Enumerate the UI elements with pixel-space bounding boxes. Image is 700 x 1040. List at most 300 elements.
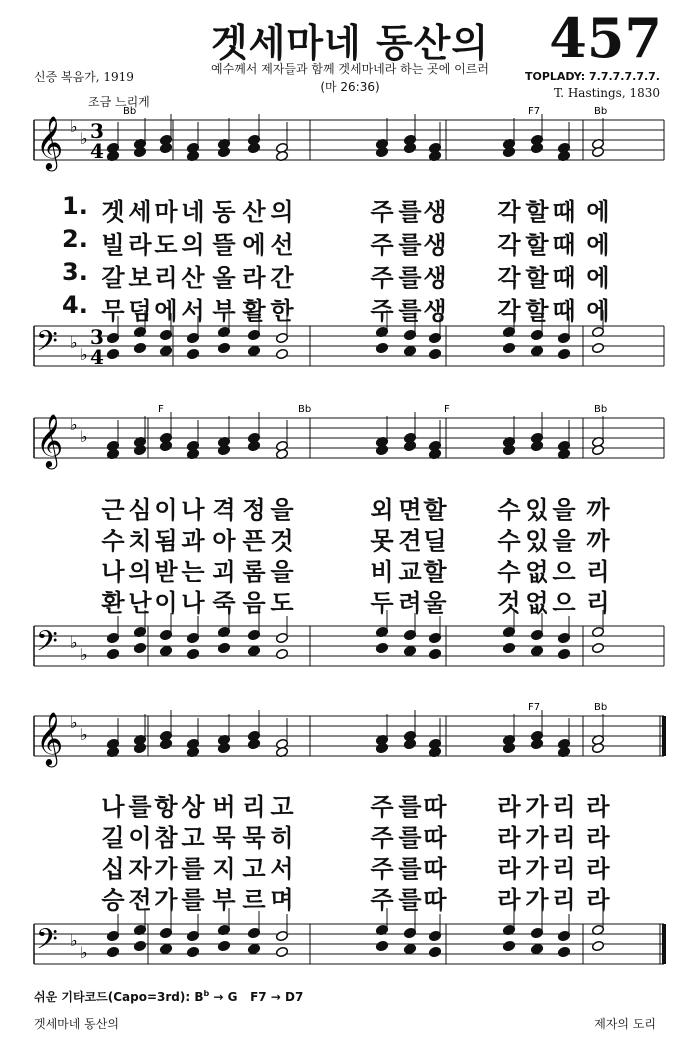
alto-note <box>133 146 146 157</box>
lyric-syllable: 딜 <box>423 527 447 555</box>
bass-note <box>186 946 199 957</box>
time-signature-top: 3 <box>90 325 104 349</box>
lyric-syllable: 를 <box>181 886 205 914</box>
lyric-syllable: 까 <box>586 527 610 555</box>
lyric-syllable: 롬 <box>242 558 266 586</box>
lyric-syllable: 라 <box>586 824 610 852</box>
flat-icon: ♭ <box>70 117 78 136</box>
treble-staff <box>34 114 664 171</box>
bass-note <box>557 348 570 359</box>
lyric-syllable: 에 <box>586 264 610 292</box>
lyric-syllable: 나 <box>181 496 205 524</box>
lyric-syllable: 리 <box>154 264 178 292</box>
lyric-syllable: 을 <box>552 496 576 524</box>
bass-note <box>106 348 119 359</box>
lyric-syllable: 선 <box>270 231 294 259</box>
lyric-syllable: 수 <box>101 527 125 555</box>
alto-note <box>217 742 230 753</box>
lyric-syllable: 서 <box>270 855 294 883</box>
bass-note <box>591 642 604 653</box>
alto-note <box>217 146 230 157</box>
lyric-syllable: 따 <box>423 793 447 821</box>
alto-note <box>133 444 146 455</box>
flat-sign: b <box>203 989 210 998</box>
flat-icon: ♭ <box>80 427 88 446</box>
chord-symbol: Bb <box>594 404 608 415</box>
lyric-syllable: 있 <box>525 496 549 524</box>
bass-note <box>557 648 570 659</box>
lyric-syllable: 음 <box>242 589 266 617</box>
bass-note <box>403 345 416 356</box>
lyric-syllable: 한 <box>270 297 294 325</box>
alto-note <box>159 142 172 153</box>
bass-note <box>159 645 172 656</box>
alto-note <box>530 440 543 451</box>
bass-note <box>217 342 230 353</box>
lyric-syllable: 보 <box>128 264 152 292</box>
bass-note <box>133 940 146 951</box>
time-signature-bottom: 4 <box>90 139 104 163</box>
flat-icon: ♭ <box>70 333 78 352</box>
lyric-syllable: 난 <box>128 589 152 617</box>
alto-note <box>247 142 260 153</box>
lyric-syllable: 을 <box>552 527 576 555</box>
flat-icon: ♭ <box>80 943 88 962</box>
flat-icon: ♭ <box>70 931 78 950</box>
lyric-syllable: 리 <box>586 558 610 586</box>
lyric-syllable: 버 <box>212 793 236 821</box>
alto-note <box>247 738 260 749</box>
lyric-syllable: 과 <box>181 527 205 555</box>
lyric-syllable: 리 <box>586 589 610 617</box>
lyric-syllable: 때 <box>552 297 576 325</box>
bass-note <box>375 642 388 653</box>
lyric-syllable: 나 <box>181 589 205 617</box>
lyric-syllable: 각 <box>497 198 521 226</box>
lyric-syllable: 라 <box>497 824 521 852</box>
flat-icon: ♭ <box>70 713 78 732</box>
lyric-syllable: 생 <box>423 198 447 226</box>
treble-clef-icon: 𝄞 <box>36 115 64 169</box>
lyric-syllable: 됨 <box>154 527 178 555</box>
lyric-syllable: 주 <box>370 297 394 325</box>
lyric-syllable: 네 <box>181 198 205 226</box>
lyric-syllable: 라 <box>586 855 610 883</box>
chord-symbol: F7 <box>528 702 541 713</box>
lyric-syllable: 수 <box>497 558 521 586</box>
lyric-syllable: 할 <box>525 198 549 226</box>
bass-note <box>106 648 119 659</box>
lyric-syllable: 에 <box>242 231 266 259</box>
verse-number: 4. <box>62 291 88 319</box>
lyric-syllable: 때 <box>552 264 576 292</box>
bass-clef-icon: 𝄢 <box>36 923 58 963</box>
lyric-syllable: 을 <box>270 496 294 524</box>
lyric-syllable: 각 <box>497 231 521 259</box>
bass-note <box>217 642 230 653</box>
alto-note <box>502 444 515 455</box>
lyric-syllable: 때 <box>552 231 576 259</box>
lyric-syllable: 리 <box>242 793 266 821</box>
lyric-syllable: 빌 <box>101 231 125 259</box>
alto-note <box>403 440 416 451</box>
lyric-syllable: 못 <box>370 527 394 555</box>
bass-note <box>530 943 543 954</box>
hymn-subtitle: 예수께서 제자들과 함께 겟세마네라 하는 곳에 이르러 <box>211 62 489 76</box>
lyric-syllable: 것 <box>270 527 294 555</box>
lyric-syllable: 라 <box>497 886 521 914</box>
bass-note <box>428 946 441 957</box>
guitar-map1-to: → G <box>213 990 238 1004</box>
lyric-syllable: 리 <box>552 855 576 883</box>
lyric-syllable: 주 <box>370 231 394 259</box>
lyric-syllable: 괴 <box>212 558 236 586</box>
time-signature-top: 3 <box>90 119 104 143</box>
lyric-syllable: 견 <box>398 527 422 555</box>
lyric-syllable: 비 <box>370 558 394 586</box>
bass-note <box>133 642 146 653</box>
bass-note <box>159 943 172 954</box>
lyric-syllable: 갈 <box>101 264 125 292</box>
lyric-syllable: 도 <box>154 231 178 259</box>
guitar-label: 쉬운 기타코드(Capo=3rd): <box>34 990 191 1004</box>
lyric-syllable: 있 <box>525 527 549 555</box>
lyric-line <box>0 258 700 292</box>
footer-title: 겟세마네 동산의 <box>34 1017 119 1031</box>
bass-note <box>275 946 288 957</box>
lyric-syllable: 할 <box>525 297 549 325</box>
lyric-syllable: 부 <box>212 297 236 325</box>
time-signature-bottom: 4 <box>90 345 104 369</box>
lyric-syllable: 의 <box>270 198 294 226</box>
lyric-syllable: 지 <box>212 855 236 883</box>
lyric-syllable: 심 <box>128 496 152 524</box>
lyric-syllable: 없 <box>525 558 549 586</box>
bass-note <box>275 648 288 659</box>
lyric-syllable: 의 <box>128 558 152 586</box>
lyric-syllable: 정 <box>242 496 266 524</box>
lyric-syllable: 받 <box>154 558 178 586</box>
lyric-syllable: 산 <box>181 264 205 292</box>
lyric-syllable: 주 <box>370 264 394 292</box>
flat-icon: ♭ <box>70 415 78 434</box>
lyric-syllable: 할 <box>525 264 549 292</box>
alto-note <box>403 738 416 749</box>
lyric-syllable: 려 <box>398 589 422 617</box>
alto-note <box>217 444 230 455</box>
lyric-syllable: 가 <box>154 886 178 914</box>
lyric-syllable: 이 <box>154 589 178 617</box>
lyric-syllable: 나 <box>101 793 125 821</box>
lyric-line <box>0 192 700 226</box>
chord-symbol: Bb <box>594 106 608 117</box>
guitar-map2: F7 → D7 <box>250 990 304 1004</box>
bass-note <box>591 940 604 951</box>
verse-number: 1. <box>62 192 88 220</box>
lyric-syllable: 겟 <box>101 198 125 226</box>
lyric-syllable: 고 <box>270 793 294 821</box>
lyric-syllable: 가 <box>525 886 549 914</box>
alto-note <box>375 444 388 455</box>
lyric-syllable: 까 <box>586 496 610 524</box>
lyric-syllable: 를 <box>128 793 152 821</box>
lyric-syllable: 를 <box>398 855 422 883</box>
lyric-syllable: 를 <box>398 198 422 226</box>
lyric-line <box>0 521 700 555</box>
bass-note <box>247 645 260 656</box>
bass-staff <box>34 908 664 964</box>
lyric-syllable: 를 <box>181 855 205 883</box>
treble-clef-icon: 𝄞 <box>36 711 64 765</box>
lyric-syllable: 픈 <box>242 527 266 555</box>
lyric-syllable: 올 <box>212 264 236 292</box>
lyric-line <box>0 291 700 325</box>
bass-note <box>247 345 260 356</box>
lyric-syllable: 간 <box>270 264 294 292</box>
bass-note <box>186 648 199 659</box>
chord-symbol: Bb <box>298 404 312 415</box>
lyric-syllable: 뜰 <box>212 231 236 259</box>
lyric-syllable: 서 <box>181 297 205 325</box>
lyric-syllable: 따 <box>423 855 447 883</box>
bass-note <box>133 342 146 353</box>
lyric-syllable: 리 <box>552 793 576 821</box>
lyric-syllable: 를 <box>398 824 422 852</box>
lyric-syllable: 외 <box>370 496 394 524</box>
chord-symbol: F7 <box>528 106 541 117</box>
lyric-syllable: 르 <box>242 886 266 914</box>
bass-staff <box>34 610 664 666</box>
alto-note <box>133 742 146 753</box>
bass-note <box>106 946 119 957</box>
lyric-syllable: 생 <box>423 297 447 325</box>
lyric-line <box>0 225 700 259</box>
lyric-syllable: 치 <box>128 527 152 555</box>
lyric-syllable: 무 <box>101 297 125 325</box>
lyric-syllable: 근 <box>101 496 125 524</box>
lyric-line <box>0 583 700 617</box>
lyric-syllable: 라 <box>586 793 610 821</box>
alto-note <box>375 742 388 753</box>
lyric-syllable: 가 <box>525 824 549 852</box>
lyric-syllable: 주 <box>370 855 394 883</box>
lyric-syllable: 자 <box>128 855 152 883</box>
lyric-syllable: 따 <box>423 824 447 852</box>
bass-note <box>247 943 260 954</box>
alto-note <box>403 142 416 153</box>
bass-note <box>530 645 543 656</box>
alto-note <box>530 738 543 749</box>
guitar-chord-note <box>34 988 303 1005</box>
lyric-line <box>0 552 700 586</box>
lyric-syllable: 할 <box>525 231 549 259</box>
chord-symbol: Bb <box>123 106 137 117</box>
alto-note <box>159 440 172 451</box>
lyric-syllable: 십 <box>101 855 125 883</box>
lyric-line <box>0 880 700 914</box>
lyric-line <box>0 849 700 883</box>
bass-note <box>530 345 543 356</box>
lyric-syllable: 주 <box>370 886 394 914</box>
tune-meter: TOPLADY: 7.7.7.7.7.7. <box>524 70 660 83</box>
lyric-syllable: 라 <box>497 793 521 821</box>
lyric-syllable: 라 <box>128 231 152 259</box>
lyric-syllable: 를 <box>398 264 422 292</box>
lyric-syllable: 으 <box>552 558 576 586</box>
lyric-syllable: 이 <box>154 496 178 524</box>
lyric-syllable: 리 <box>552 824 576 852</box>
lyric-syllable: 교 <box>398 558 422 586</box>
lyric-syllable: 수 <box>497 527 521 555</box>
lyric-syllable: 에 <box>154 297 178 325</box>
lyric-syllable: 는 <box>181 558 205 586</box>
lyric-syllable: 주 <box>370 198 394 226</box>
bass-note <box>428 348 441 359</box>
lyric-syllable: 것 <box>497 589 521 617</box>
bass-note <box>502 342 515 353</box>
hymn-source: 신증 복음가, 1919 <box>34 70 134 84</box>
lyric-syllable: 수 <box>497 496 521 524</box>
alto-note <box>591 742 604 753</box>
lyric-syllable: 덤 <box>128 297 152 325</box>
treble-staff <box>34 710 664 767</box>
bass-note <box>186 348 199 359</box>
alto-note <box>159 738 172 749</box>
lyric-syllable: 상 <box>181 793 205 821</box>
chord-symbol: F <box>444 404 450 415</box>
lyric-syllable: 두 <box>370 589 394 617</box>
bass-note <box>159 345 172 356</box>
lyric-syllable: 리 <box>552 886 576 914</box>
lyric-syllable: 생 <box>423 264 447 292</box>
lyric-syllable: 도 <box>270 589 294 617</box>
alto-note <box>375 146 388 157</box>
lyric-syllable: 라 <box>586 886 610 914</box>
lyric-syllable: 히 <box>270 824 294 852</box>
lyric-syllable: 면 <box>398 496 422 524</box>
lyric-line <box>0 787 700 821</box>
lyric-syllable: 때 <box>552 198 576 226</box>
alto-note <box>247 440 260 451</box>
alto-note <box>591 444 604 455</box>
chord-symbol: Bb <box>594 702 608 713</box>
lyric-syllable: 에 <box>586 198 610 226</box>
lyric-syllable: 할 <box>423 558 447 586</box>
bass-note <box>502 940 515 951</box>
bass-clef-icon: 𝄢 <box>36 325 58 365</box>
hymn-title: 겟세마네 동산의 <box>210 21 490 65</box>
verse-number: 2. <box>62 225 88 253</box>
lyric-syllable: 라 <box>242 264 266 292</box>
lyric-syllable: 마 <box>154 198 178 226</box>
bass-clef-icon: 𝄢 <box>36 625 58 665</box>
bass-note <box>428 648 441 659</box>
lyric-syllable: 부 <box>212 886 236 914</box>
lyric-line <box>0 818 700 852</box>
lyric-syllable: 할 <box>423 496 447 524</box>
lyric-syllable: 가 <box>525 855 549 883</box>
lyric-syllable: 의 <box>181 231 205 259</box>
lyric-syllable: 을 <box>270 558 294 586</box>
bass-note <box>375 940 388 951</box>
lyric-syllable: 환 <box>101 589 125 617</box>
lyric-syllable: 산 <box>242 198 266 226</box>
alto-note <box>502 146 515 157</box>
hymn-number: 457 <box>549 6 662 70</box>
lyric-syllable: 항 <box>154 793 178 821</box>
bass-note <box>275 348 288 359</box>
alto-note <box>591 146 604 157</box>
treble-staff <box>34 412 664 469</box>
lyric-syllable: 를 <box>398 297 422 325</box>
lyric-syllable: 승 <box>101 886 125 914</box>
composer: T. Hastings, 1830 <box>553 86 660 100</box>
lyric-syllable: 묵 <box>242 824 266 852</box>
lyric-syllable: 고 <box>181 824 205 852</box>
bass-note <box>403 645 416 656</box>
lyric-syllable: 가 <box>525 793 549 821</box>
lyric-syllable: 가 <box>154 855 178 883</box>
treble-clef-icon: 𝄞 <box>36 413 64 467</box>
lyric-syllable: 라 <box>497 855 521 883</box>
lyric-syllable: 동 <box>212 198 236 226</box>
scripture-reference: (마 26:36) <box>320 80 380 94</box>
lyric-syllable: 울 <box>423 589 447 617</box>
guitar-map1-from: B <box>194 990 204 1004</box>
alto-note <box>502 742 515 753</box>
bass-note <box>591 342 604 353</box>
flat-icon: ♭ <box>70 633 78 652</box>
lyric-syllable: 고 <box>242 855 266 883</box>
lyric-syllable: 나 <box>101 558 125 586</box>
lyric-syllable: 세 <box>128 198 152 226</box>
verse-number: 3. <box>62 258 88 286</box>
lyric-syllable: 따 <box>423 886 447 914</box>
alto-note <box>530 142 543 153</box>
lyric-syllable: 활 <box>242 297 266 325</box>
lyric-syllable: 생 <box>423 231 447 259</box>
lyric-syllable: 각 <box>497 297 521 325</box>
lyric-syllable: 묵 <box>212 824 236 852</box>
footer-category: 제자의 도리 <box>594 1017 656 1031</box>
lyric-syllable: 를 <box>398 886 422 914</box>
flat-icon: ♭ <box>80 645 88 664</box>
lyric-syllable: 주 <box>370 824 394 852</box>
lyric-syllable: 길 <box>101 824 125 852</box>
lyric-syllable: 참 <box>154 824 178 852</box>
lyric-syllable: 각 <box>497 264 521 292</box>
tempo-marking: 조금 느리게 <box>88 95 150 109</box>
lyric-syllable: 에 <box>586 231 610 259</box>
lyric-syllable: 격 <box>212 496 236 524</box>
bass-note <box>502 642 515 653</box>
lyric-syllable: 으 <box>552 589 576 617</box>
lyric-syllable: 아 <box>212 527 236 555</box>
flat-icon: ♭ <box>80 129 88 148</box>
flat-icon: ♭ <box>80 345 88 364</box>
flat-icon: ♭ <box>80 725 88 744</box>
lyric-syllable: 에 <box>586 297 610 325</box>
lyric-syllable: 며 <box>270 886 294 914</box>
lyric-line <box>0 490 700 524</box>
bass-note <box>375 342 388 353</box>
lyric-syllable: 주 <box>370 793 394 821</box>
lyric-syllable: 죽 <box>212 589 236 617</box>
lyric-syllable: 를 <box>398 793 422 821</box>
bass-note <box>403 943 416 954</box>
lyric-syllable: 전 <box>128 886 152 914</box>
lyric-syllable: 없 <box>525 589 549 617</box>
